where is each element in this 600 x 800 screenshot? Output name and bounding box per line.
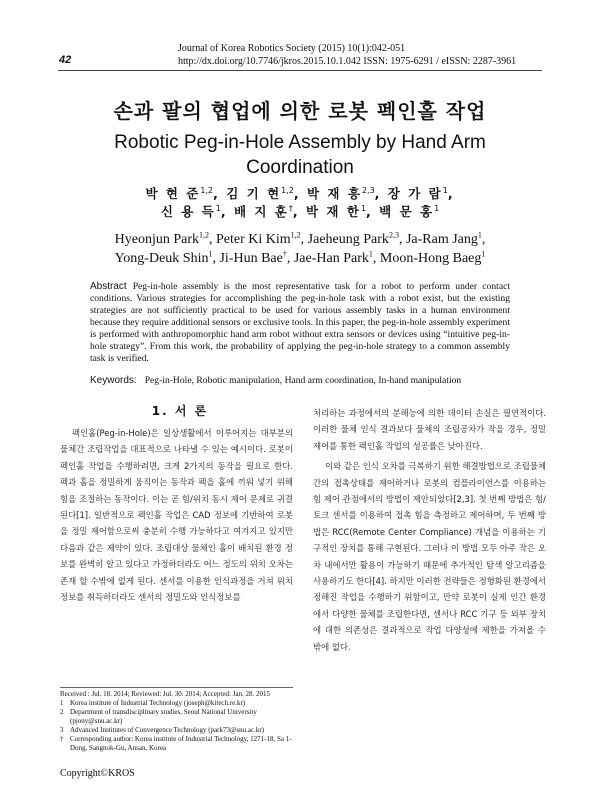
footnote-mark: 1 (60, 699, 64, 707)
keywords-label: Keywords: (90, 375, 137, 386)
author-ko: 김 기 현 (226, 186, 282, 201)
footnote-text: Advanced Institutes of Convergence Technology (park73@snu.ac.kr) (70, 726, 265, 734)
footnote (60, 735, 293, 753)
affil-mark: 1 (208, 249, 213, 259)
header-rule (58, 70, 542, 71)
author-en: Moon-Hong Baeg (379, 251, 482, 266)
footnote (60, 708, 293, 726)
keywords (90, 375, 510, 387)
author-ko: 백 문 홍 (379, 204, 435, 219)
authors-english-line-2: Yong-Deuk Shin$^1$, Ji-Hun Bae†, Jae-Han Park$^1$, Moon-Hong Baeg$^1$ (114, 249, 486, 266)
affil-mark: 1 (360, 203, 367, 213)
authors-korean (0, 185, 600, 221)
affil-mark: 1,2 (200, 185, 214, 195)
body-column-right (313, 405, 546, 655)
authors-english-line-1: Hyeonjun Park$^{1,2}$, Peter Ki Kim$^{1,2}$, Jaeheung Park$^{2,3}$, Ja-Ram Jang$^1$, (114, 230, 486, 247)
abstract (90, 281, 510, 365)
affil-mark: 2,3 (388, 230, 399, 240)
affil-mark: 1,2 (290, 230, 301, 240)
keywords-text: Peg-in-Hole, Robotic manipulation, Hand arm coordination, In-hand manipulation (144, 375, 462, 386)
affil-mark: 1,2 (199, 230, 210, 240)
body-paragraph: 펙인홀(Peg-in-Hole)은 일상생활에서 이루어지는 대부분의 물체간 조립작업을 대표적으로 나타낼 수 있는 예시이다. 로봇이 펙인홀 작업을 수행하려면, 크게 2가지의 동작을 필요로 한다. 펙과 홀을 정밀하게 움직이는 동작과 펙을 홀에 끼워 넣기 위해 힘을 조절하는 동작이다. 이는 곧 힘/위치 동시 제어 문제로 귀결된다[1]. 일반적으로 펙인홀 작업은 CAD 정보에 기반하여 로봇을 정밀 제어함으로써 충분히 수행 가능하다고 여겨지고 있지만 다음과 같은 제약이 있다. 조립대상 물체인 홀이 배치된 환경 정보를 완벽히 알고 있다고 가정하더라도 어느 정도의 위치 오차는 존재 할 수밖에 없게 된다. 센서를 이용한 인식과정을 거쳐 위치정보를 취득하더라도 센서의 정밀도와 인식정보를 (60, 428, 293, 603)
affil-mark: 1,2 (281, 185, 294, 195)
page-number: 42 (59, 54, 72, 66)
author-en: Jaeheung Park (307, 232, 389, 247)
author-en: Ja-Ram Jang (405, 232, 478, 247)
footnote-text: Department of transdisciplinary studies, Seoul National University (pjony@snu.ac.kr) (70, 708, 257, 725)
affil-mark: † (288, 203, 293, 213)
copyright: Copyright©KROS (60, 768, 135, 779)
footnote (60, 699, 293, 708)
author-ko: 신 용 득 (160, 204, 216, 219)
title-korean: 손과 팔의 협업에 의한 로봇 펙인홀 작업 (113, 99, 487, 123)
footnote-mark: 2 (60, 708, 64, 716)
footnotes (60, 690, 293, 753)
affil-mark: 1 (434, 203, 440, 213)
journal-header (178, 42, 538, 68)
footnote-text: Korea institute of Industrial Technology (joseph@kitech.re.kr) (70, 699, 246, 707)
body-paragraph: 처리하는 과정에서의 분해능에 의한 데이터 손실은 필연적이다. 이러한 물체 인식 결과보다 물체의 조립공차가 작을 경우, 정밀 제어를 통한 펙인홀 작업의 성공률은 낮아진다. (313, 408, 546, 451)
affil-mark: 1 (215, 203, 221, 213)
author-ko: 박 현 준 (145, 186, 201, 201)
author-ko: 박 재 흥 (307, 186, 362, 201)
affil-mark: 1 (481, 249, 486, 259)
author-en: Ji-Hun Bae (219, 251, 283, 266)
abstract-label: Abstract (90, 281, 127, 292)
authors-korean-line-1: 박 현 준$^{1,2}$, 김 기 현$^{1,2}$, 박 재 흥$^{2,3}$, 장 가 람$^1$, (145, 185, 455, 201)
affil-mark: 1 (368, 249, 373, 259)
affil-mark: † (282, 249, 287, 259)
author-ko: 장 가 람 (387, 186, 443, 201)
author-ko: 박 재 한 (306, 204, 361, 219)
abstract-text: Peg-in-hole assembly is the most representative task for a robot to perform under contact conditions. Various strategies for accomplishing the peg-in-hole task with a robot exist, but the existing strategies are not sufficiently practical to be used for various assembly tasks in a human environment because they require additional sensors or exclusive tools. In this paper, the peg-in-hole assembly experiment is performed with anthropomorphic hand arm robot without extra sensors or devices using “intuitive peg-in-hole strategy”. From this work, the probability of applying the peg-in-hole strategy to a common assembly task is verified. (90, 281, 510, 364)
title-english: Robotic Peg-in-Hole Assembly by Hand Arm Coordination (114, 132, 486, 178)
authors-english (0, 230, 600, 268)
author-en: Hyeonjun Park (114, 232, 200, 247)
body-paragraph: 이와 같은 인식 오차를 극복하기 위한 해결방법으로 조립물체간의 접촉상태를 제어하거나 로봇의 컴플라이언스를 이용하는 힘 제어 관점에서의 방법이 제안되었다[2,3]. 첫 번째 방법은 힘/토크 센서를 이용하여 접촉 힘을 측정하고 제어하며, 두 번째 방법은 RCC(Remote Center Compliance) 개념을 이용하는 기구적인 장치를 통해 구현된다. 그러나 이 방법 모두 아주 작은 오차 내에서만 활용이 가능하기 때문에 추가적인 탐색 알고리즘을 사용하기도 한다[4]. 하지만 이러한 전략들은 정형화된 환경에서 정해진 작업을 수행하기 위함이고, 만약 로봇이 실제 인간 환경에서 다양한 물체를 조립한다면, 센서나 RCC 기구 등 외부 장치에 대한 의존성은 결과적으로 작업 다양성에 제한을 가져올 수 밖에 없다. (313, 461, 546, 652)
footnote-mark: † (60, 735, 64, 743)
author-en: Jae-Han Park (293, 251, 369, 266)
author-ko: 배 지 훈 (233, 204, 289, 219)
affil-mark: 1 (442, 185, 448, 195)
section-heading-introduction: 1. 서 론 (151, 404, 209, 418)
author-en: Peter Ki Kim (216, 232, 291, 247)
body-column-left (60, 425, 293, 605)
affil-mark: 1 (477, 230, 482, 240)
journal-citation: Journal of Korea Robotics Society (2015) 10(1):042-051 (178, 43, 406, 54)
footnote-text: Corresponding author: Korea institute of Industrial Technology, 1271-18, Sa 1-Dong, Sangnok-Gu, Ansan, Korea (70, 735, 292, 752)
footnote (60, 726, 293, 735)
authors-korean-line-2: 신 용 득$^1$, 배 지 훈†, 박 재 한$^1$, 백 문 홍$^1$ (160, 203, 440, 219)
affil-mark: 2,3 (361, 185, 375, 195)
doi-issn-line: http://dx.doi.org/10.7746/jkros.2015.10.1.042 ISSN: 1975-6291 / eISSN: 2287-3961 (178, 56, 517, 67)
footnote-rule (60, 687, 293, 688)
author-en: Yong-Deuk Shin (114, 251, 209, 266)
received-dates: Received : Jul. 18. 2014; Reviewed: Jul. 30. 2014; Accepted: Jan. 28. 2015 (60, 690, 270, 698)
footnote-mark: 3 (60, 726, 64, 734)
